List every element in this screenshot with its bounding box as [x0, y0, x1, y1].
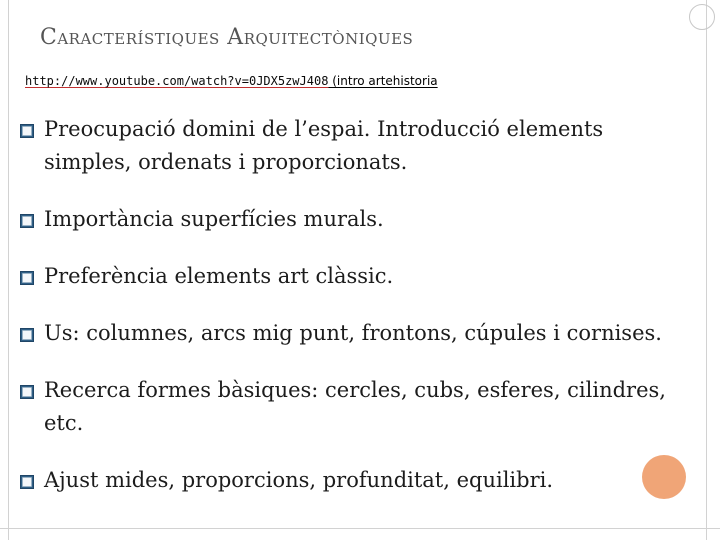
list-item [20, 113, 690, 179]
checkbox-bullet-icon [20, 475, 34, 489]
bullet-text: Preocupació domini de l’espai. Introducció elements simples, ordenats i proporcionats. [44, 117, 604, 174]
frame-right-line [706, 0, 707, 540]
corner-ring-decoration [689, 4, 715, 30]
bullet-list [20, 113, 690, 521]
list-item [20, 464, 690, 497]
bullet-text: Preferència elements art clàssic. [44, 264, 394, 288]
bullet-text: Us: columnes, arcs mig punt, frontons, cúpules i cornises. [44, 321, 662, 345]
checkbox-bullet-icon [20, 385, 34, 399]
list-item [20, 374, 690, 440]
link-note: (intro artehistoria [328, 74, 438, 88]
frame-left-line [8, 0, 9, 540]
bullet-text: Ajust mides, proporcions, profunditat, equilibri. [44, 468, 554, 492]
checkbox-bullet-icon [20, 328, 34, 342]
bullet-text: Importància superfícies murals. [44, 207, 384, 231]
link-line [25, 74, 438, 88]
checkbox-bullet-icon [20, 271, 34, 285]
checkbox-bullet-icon [20, 214, 34, 228]
list-item [20, 260, 690, 293]
list-item [20, 203, 690, 236]
frame-bottom-line [0, 528, 720, 529]
bullet-text: Recerca formes bàsiques: cercles, cubs, esferes, cilindres, etc. [44, 378, 666, 435]
youtube-link[interactable]: http://www.youtube.com/watch?v=0JDX5zwJ408 [25, 74, 329, 88]
slide-title: Característiques Arquitectòniques [40, 25, 414, 50]
list-item [20, 317, 690, 350]
checkbox-bullet-icon [20, 124, 34, 138]
